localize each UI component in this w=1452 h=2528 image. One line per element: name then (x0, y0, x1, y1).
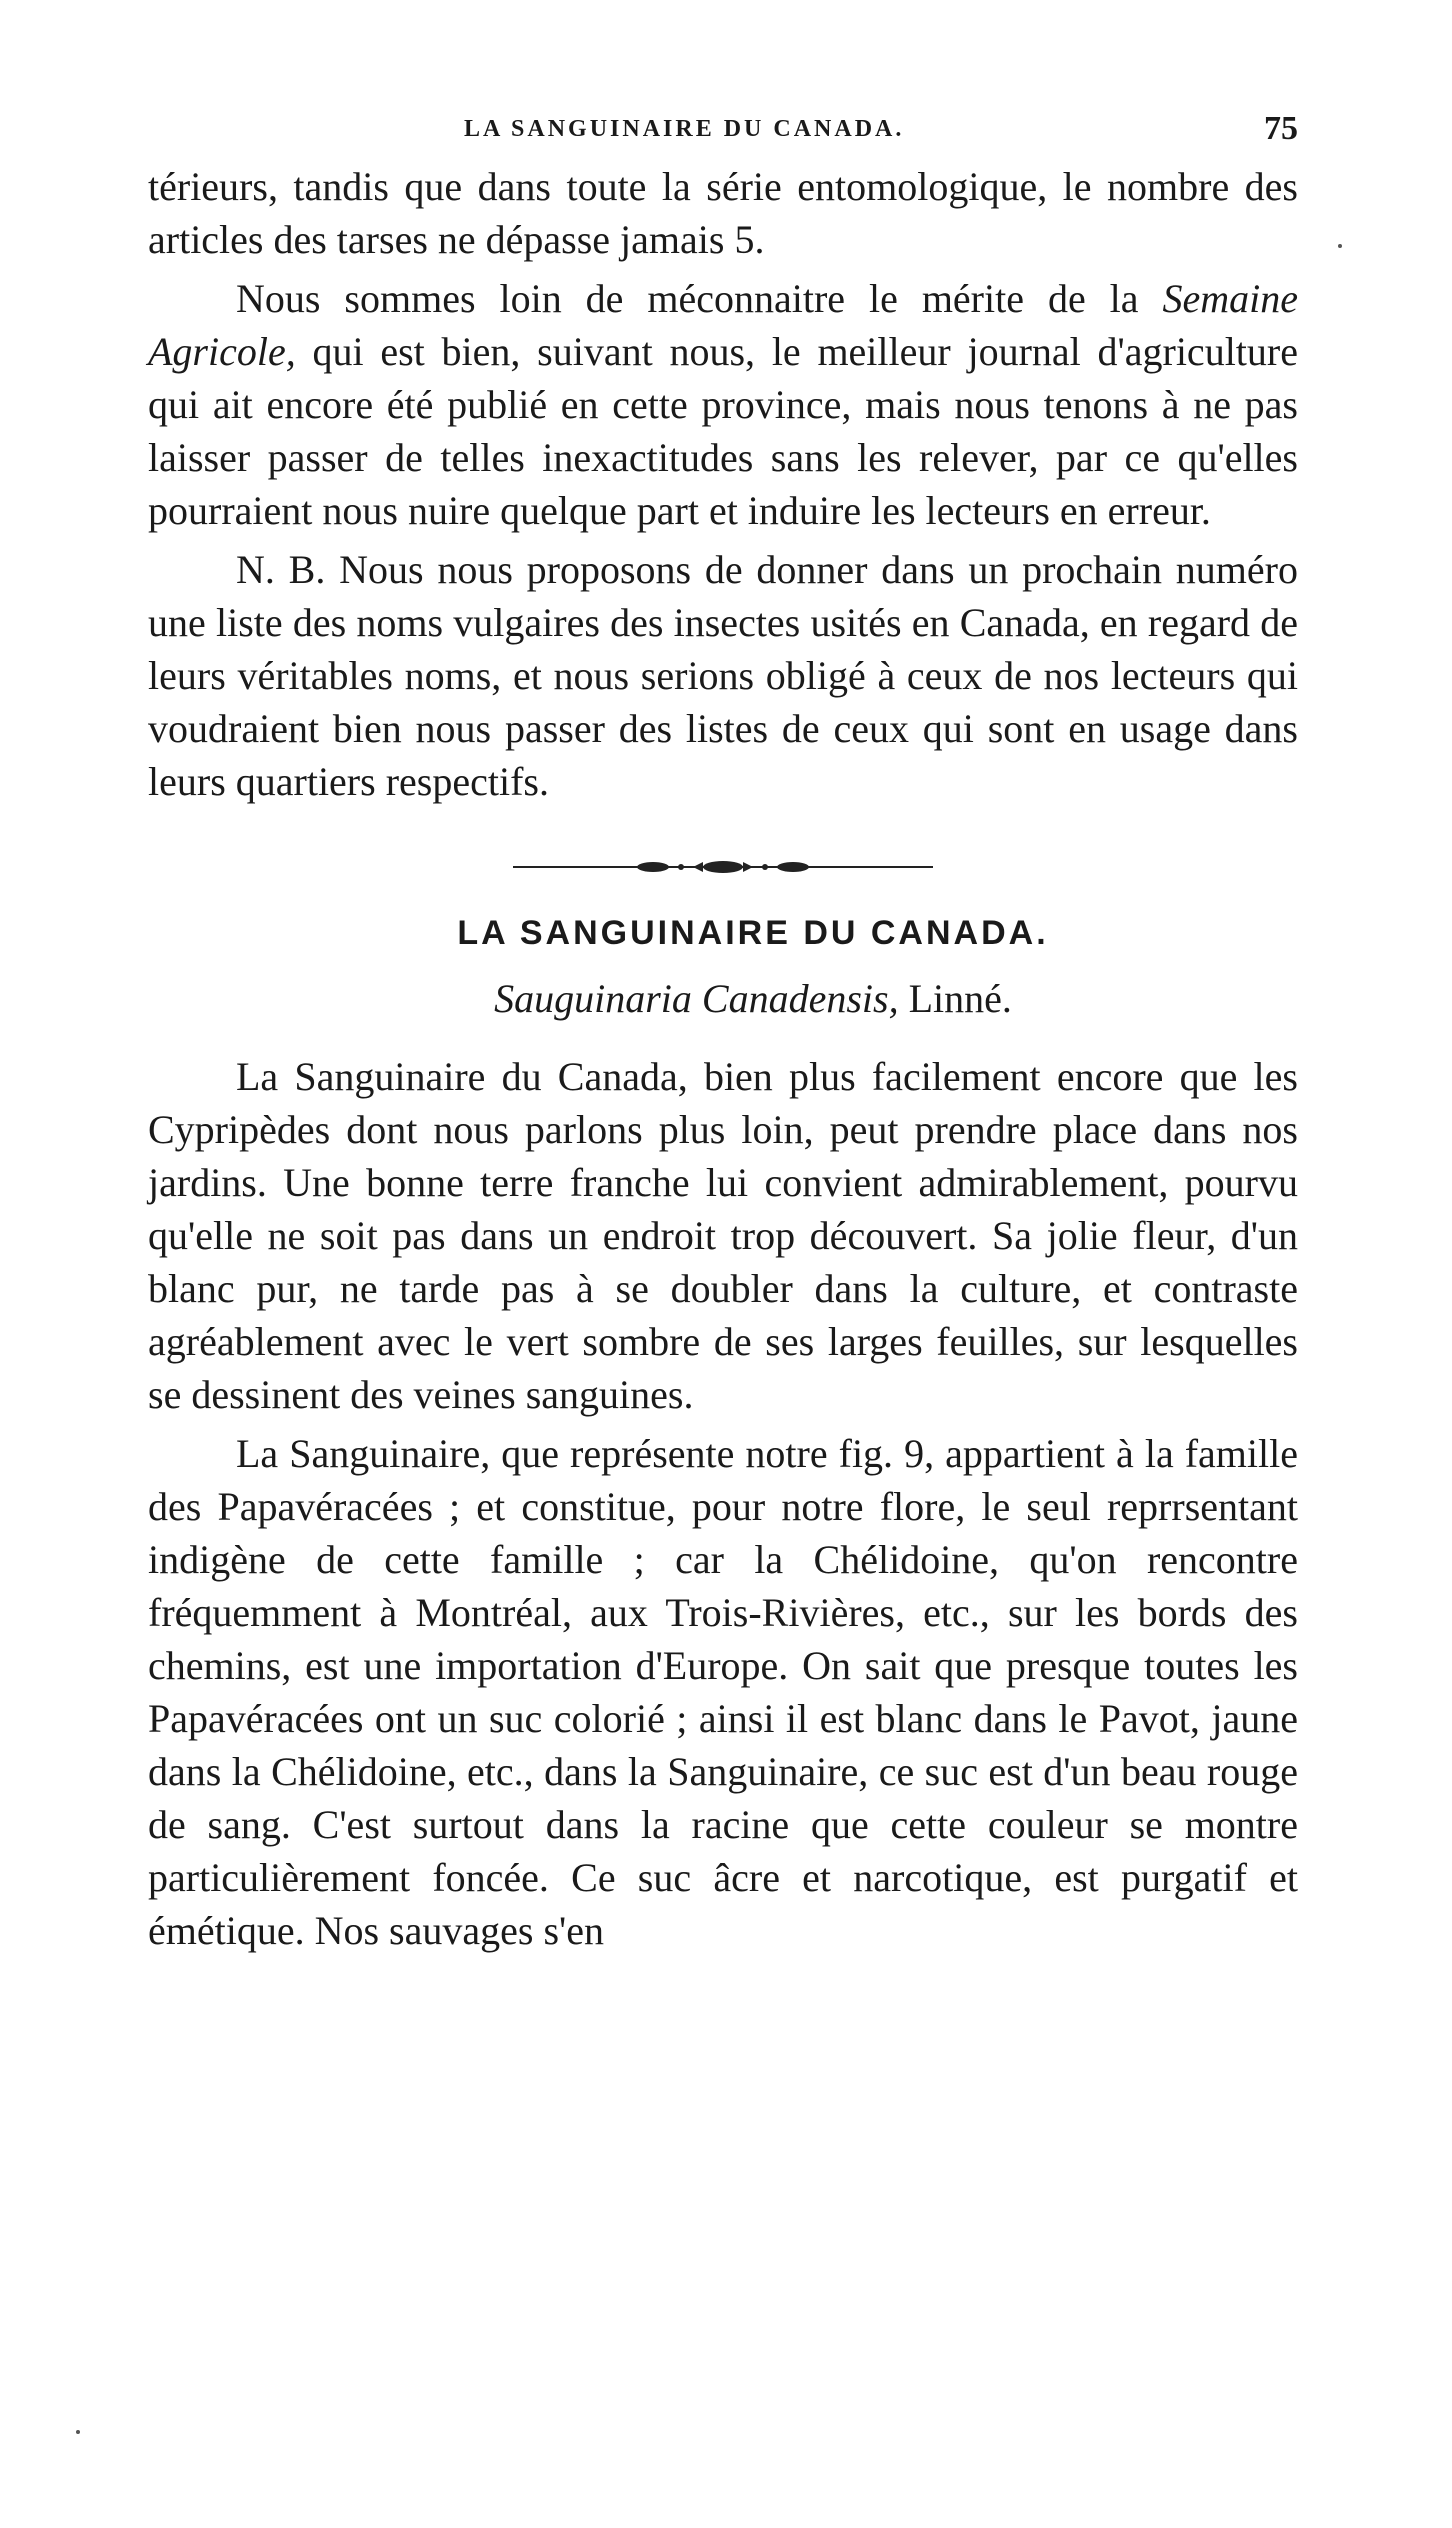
paragraph-sanguinaire-2: La Sanguinaire, que représente notre fig. 9, appartient à la famille des Papavéracées ; et constitue, pour notre flore, le seul reprrsentant indigène de cette famille ; car la Chélidoine, qu'on rencontre fréquemment à Montréal, aux Trois-Rivières, etc., sur les bords des chemins, est une importation d'Europe. On sait que presque toutes les Papavéracées ont un suc colorié ; ainsi il est blanc dans le Pavot, jaune dans la Chélidoine, etc., dans la Sanguinaire, ce suc est d'un beau rouge de sang. C'est surtout dans la racine que cette couleur se montre particulièrement foncée. Ce suc âcre et narcotique, est purgatif et émétique. Nos sauvages s'en (148, 1431, 1298, 1953)
botanical-name (148, 975, 1298, 1022)
paragraph-semaine-agricole (148, 272, 1298, 537)
running-head (148, 100, 1298, 160)
ink-speck (76, 2430, 80, 2434)
page-number: 75 (1264, 110, 1298, 147)
book-page (148, 100, 1298, 1957)
section-divider-ornament (513, 860, 933, 874)
paragraph-nota-bene: N. B. Nous nous proposons de donner dans un prochain numéro une liste des noms vulgaires des insectes usités en Canada, en regard de leurs véritables noms, et nous serions obligé à ceux de nos lecteurs qui voudraient bien nous passer des listes de ceux qui sont en usage dans leurs quartiers respectifs. (148, 547, 1298, 804)
paragraph-lead: Nous sommes loin de méconnaitre le mérite de la (236, 276, 1163, 321)
running-title: LA SANGUINAIRE DU CANADA. (464, 116, 905, 142)
paragraph-rest: qui est bien, suivant nous, le meilleur journal d'agriculture qui ait encore été publié en cette province, mais nous tenons à ne pas laisser passer de telles inexactitudes sans les relever, par ce qu'elles pourraient nous nuire quelque part et induire les lecteurs en erreur. (148, 329, 1298, 533)
journal-title: Semaine Agricole, (148, 276, 1298, 374)
ink-speck (1338, 244, 1342, 248)
paragraph-sanguinaire-1: La Sanguinaire du Canada, bien plus facilement encore que les Cypripèdes dont nous parlons plus loin, peut prendre place dans nos jardins. Une bonne terre franche lui convient admirablement, pourvu qu'elle ne soit pas dans un endroit trop découvert. Sa jolie fleur, d'un blanc pur, ne tarde pas à se doubler dans la culture, et contraste agréablement avec le vert sombre de ses larges feuilles, sur lesquelles se dessinent des veines sanguines. (148, 1054, 1298, 1417)
section-title: LA SANGUINAIRE DU CANADA. (457, 914, 1049, 952)
paragraph-continuation: térieurs, tandis que dans toute la série entomologique, le nombre des articles des tarses ne dépasse jamais 5. (148, 164, 1298, 262)
author-name: Linné. (898, 976, 1012, 1021)
latin-name: Sauguinaria Canadensis, (494, 976, 899, 1021)
